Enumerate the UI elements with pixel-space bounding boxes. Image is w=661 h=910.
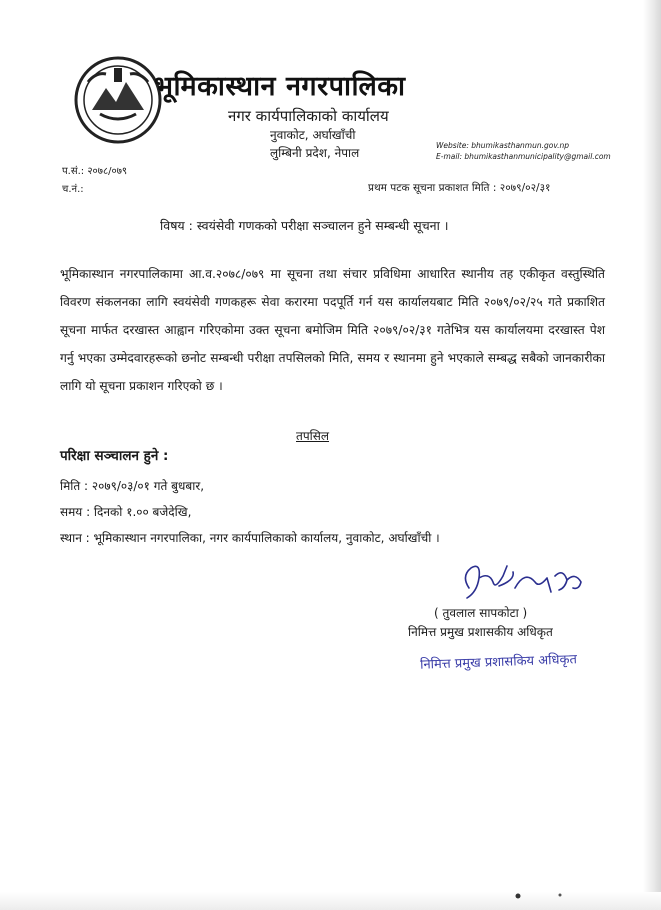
exam-time: समय : दिनको १.०० बजेदेखि, <box>60 505 192 519</box>
signatory-designation: निमित्त प्रमुख प्रशासकीय अधिकृत <box>408 625 553 639</box>
signatory-name: ( तुवलाल सापकोटा ) <box>434 606 528 620</box>
exam-venue: स्थान : भूमिकास्थान नगरपालिका, नगर कार्यपालिकाको कार्यालय, नुवाकोट, अर्घाखाँची । <box>60 531 440 545</box>
exam-date: मिति : २०७९/०३/०१ गते बुधबार, <box>60 479 205 493</box>
exam-heading: परिक्षा सञ्चालन हुने : <box>60 448 169 464</box>
details-heading: तपसिल <box>296 429 330 443</box>
reference-number: प.सं.: २०७८/०७९ <box>62 166 128 177</box>
website-text: Website: bhumikasthanmun.gov.np <box>436 141 570 150</box>
municipality-emblem-icon <box>70 52 166 148</box>
notice-body: भूमिकास्थान नगरपालिकामा आ.व.२०७८/०७९ मा सूचना तथा संचार प्रविधिमा आधारित स्थानीय तह एकीकृत वस्तुस्थिति विवरण संकलनका लागि स्वयंसेवी गणकहरू सेवा करारमा पदपूर्ति गर्न यस कार्यालयबाट मिति २०७९/०२/२५ गते प्रकाशित सूचना मार्फत दरखास्त आह्वान गरिएकोमा उक्त सूचना बमोजिम मिति २०७९/०२/३१ गतेभित्र यस कार्यालयमा दरखास्त पेश गर्नु भएका उम्मेदवारहरूको छनोट सम्बन्धी परीक्षा तपसिलको मिति, समय र स्थानमा हुने भएकाले सम्बद्ध सबैको जानकारीका लागि यो सूचना प्रकाशन गरिएको छ । <box>60 267 605 393</box>
publish-date: प्रथम पटक सूचना प्रकाशत मिति : २०७९/०२/३१ <box>368 182 551 194</box>
dispatch-number: च.नं.: <box>62 184 84 195</box>
address-line-2: लुम्बिनी प्रदेश, नेपाल <box>270 146 360 160</box>
office-name: नगर कार्यपालिकाको कार्यालय <box>228 107 389 125</box>
address-line-1: नुवाकोट, अर्घाखाँची <box>270 128 356 142</box>
notice-subject: विषय : स्वयंसेवी गणकको परीक्षा सञ्चालन हुने सम्बन्धी सूचना । <box>160 218 449 233</box>
page-edge-shadow <box>643 0 661 910</box>
handwritten-signature <box>455 558 590 606</box>
scan-specks <box>512 889 572 901</box>
email-text: E-mail: bhumikasthanmunicipality@gmail.com <box>436 152 611 161</box>
designation-stamp: निमित्त प्रमुख प्रशासकिय अधिकृत <box>419 652 578 673</box>
municipality-name: भूमिकास्थान नगरपालिका <box>154 71 406 102</box>
